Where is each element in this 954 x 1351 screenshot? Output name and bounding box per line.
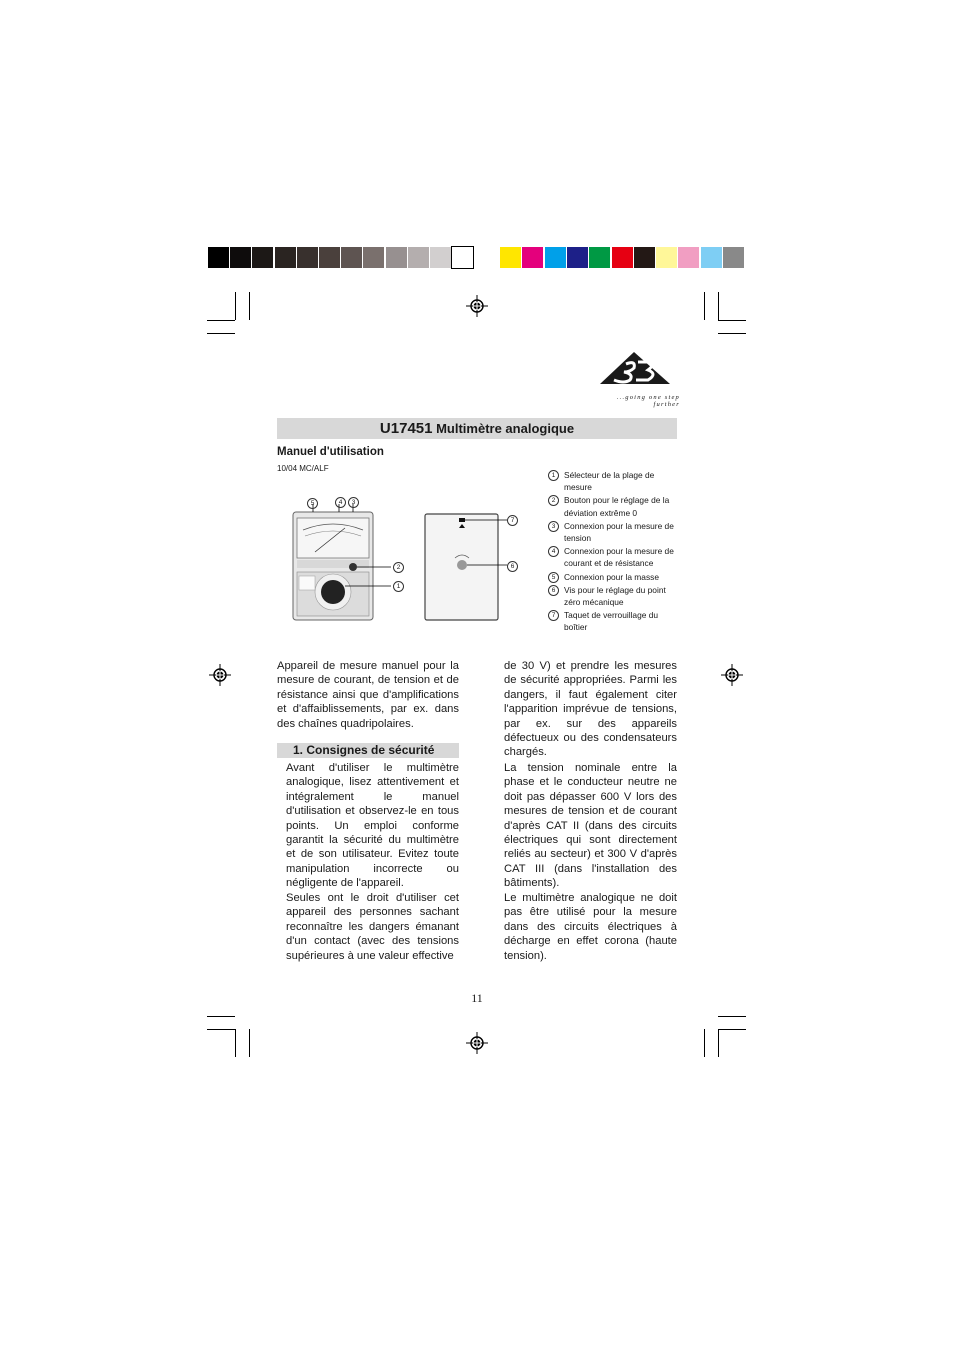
- gray-swatch: [319, 247, 340, 268]
- gray-swatch: [386, 247, 407, 268]
- crop-mark: [704, 1029, 705, 1057]
- figure-label: 7: [507, 515, 518, 526]
- legend-item: [548, 609, 680, 633]
- crop-mark: [718, 1029, 719, 1057]
- figure-label: 2: [393, 562, 404, 573]
- section-heading-bar: [277, 743, 459, 758]
- color-swatch: [545, 247, 566, 268]
- right-paragraph: La tension nominale entre la phase et le conducteur neutre ne doit pas dépasser 600 V lors des mesures de tension et de courant d'après CAT II (dans des circuits électriques qui sont directement reliés au secteur) et 300 V d'après CAT III (dans l'installation des bâtiments).: [504, 762, 677, 890]
- legend-item: [548, 545, 680, 569]
- legend-number: 5: [548, 572, 559, 583]
- gray-swatch: [430, 247, 451, 268]
- legend-number: 7: [548, 610, 559, 621]
- crop-mark: [207, 333, 235, 334]
- legend-text: Connexion pour la masse: [564, 571, 659, 582]
- crop-mark: [207, 1016, 235, 1017]
- color-swatch: [500, 247, 521, 268]
- color-swatch: [656, 247, 677, 268]
- document-date: 10/04 MC/ALF: [277, 464, 329, 473]
- intro-paragraph: Appareil de mesure manuel pour la mesure de courant, de tension et de résistance ainsi que d'amplifications et d'affaiblissements, par ex. dans des chaînes quadripolaires.: [277, 660, 459, 730]
- legend-number: 4: [548, 546, 559, 557]
- legend-item: [548, 571, 680, 583]
- crop-mark: [718, 292, 719, 320]
- manual-subtitle: Manuel d'utilisation: [277, 446, 384, 458]
- crop-mark: [718, 333, 746, 334]
- color-swatch: [701, 247, 722, 268]
- gray-swatch: [452, 247, 473, 268]
- crop-mark: [249, 1029, 250, 1057]
- product-title: Multimètre analogique: [436, 421, 575, 436]
- legend-text: Bouton pour le réglage de la déviation extrême 0: [564, 495, 670, 518]
- logo-3b-icon: [590, 350, 680, 386]
- color-swatch: [723, 247, 744, 268]
- crop-mark: [704, 292, 705, 320]
- crop-mark: [235, 1029, 236, 1057]
- color-swatch: [678, 247, 699, 268]
- registration-mark-icon: [721, 664, 743, 686]
- legend-text: Taquet de verrouillage du boîtier: [564, 610, 659, 633]
- color-swatch: [522, 247, 543, 268]
- multimeter-illustration: [285, 490, 525, 625]
- figure-label: 6: [507, 561, 518, 572]
- legend-number: 3: [548, 521, 559, 532]
- legend-number: 2: [548, 495, 559, 506]
- crop-mark: [718, 1016, 746, 1017]
- registration-mark-icon: [466, 1032, 488, 1054]
- figure-label: 4: [335, 497, 346, 508]
- legend-item: [548, 469, 680, 493]
- gray-swatch: [230, 247, 251, 268]
- safety-paragraph: Avant d'utiliser le multimètre analogique, lisez attentivement et intégralement le manuel d'utilisation et observez-le en tous points. Un emploi conforme garantit la sécurité du multimètre et de son utilisateur. Evitez toute manipulation incorrecte ou négligente de l'appareil.: [286, 762, 459, 890]
- legend-number: 1: [548, 470, 559, 481]
- registration-mark-icon: [466, 295, 488, 317]
- gray-swatch: [363, 247, 384, 268]
- title-bar: [277, 418, 677, 439]
- legend-text: Vis pour le réglage du point zéro mécanique: [564, 584, 666, 608]
- right-paragraph: de 30 V) et prendre les mesures de sécurité appropriées. Parmi les dangers, il faut également citer l'apparition imprévue de tensions, par ex. sur des appareils défectueux ou des condensateurs chargés.: [504, 660, 677, 759]
- legend-text: Connexion pour la mesure de courant et de résistance: [564, 546, 674, 569]
- product-code: U17451: [379, 420, 433, 437]
- crop-mark: [235, 292, 236, 320]
- crop-mark: [718, 1029, 746, 1030]
- crop-mark: [207, 320, 235, 321]
- crop-mark: [207, 1029, 235, 1030]
- gray-swatch: [341, 247, 362, 268]
- gray-swatch: [408, 247, 429, 268]
- logo: [590, 350, 680, 408]
- crop-mark: [718, 320, 746, 321]
- color-swatch: [567, 247, 588, 268]
- gray-swatch: [252, 247, 273, 268]
- section-heading: 1. Consignes de sécurité: [293, 743, 435, 757]
- legend-item: [548, 520, 680, 544]
- page-number: 11: [471, 991, 483, 1005]
- figure-label: 5: [307, 498, 318, 509]
- gray-swatch: [297, 247, 318, 268]
- legend-item: [548, 494, 680, 518]
- safety-paragraph: Seules ont le droit d'utiliser cet appareil des personnes sachant reconnaître les dangers émanant d'un contact (avec des tensions supérieures à une valeur effective: [286, 892, 459, 962]
- crop-mark: [249, 292, 250, 320]
- legend-text: Connexion pour la mesure de tension: [564, 520, 674, 544]
- color-swatch: [589, 247, 610, 268]
- figure-label: 1: [393, 581, 404, 592]
- color-swatch: [634, 247, 655, 268]
- legend-number: 6: [548, 585, 559, 596]
- figure-legend: [548, 469, 680, 635]
- legend-text: Sélecteur de la plage de mesure: [564, 470, 655, 493]
- registration-mark-icon: [209, 664, 231, 686]
- figure-label: 3: [348, 497, 359, 508]
- gray-swatch: [208, 247, 229, 268]
- gray-swatch: [275, 247, 296, 268]
- legend-item: [548, 584, 680, 608]
- right-paragraph: Le multimètre analogique ne doit pas être utilisé pour la mesure dans des circuits électriques à décharge en effet corona (haute tension).: [504, 892, 677, 962]
- color-swatch: [612, 247, 633, 268]
- logo-tagline: ...going one step further: [616, 394, 680, 408]
